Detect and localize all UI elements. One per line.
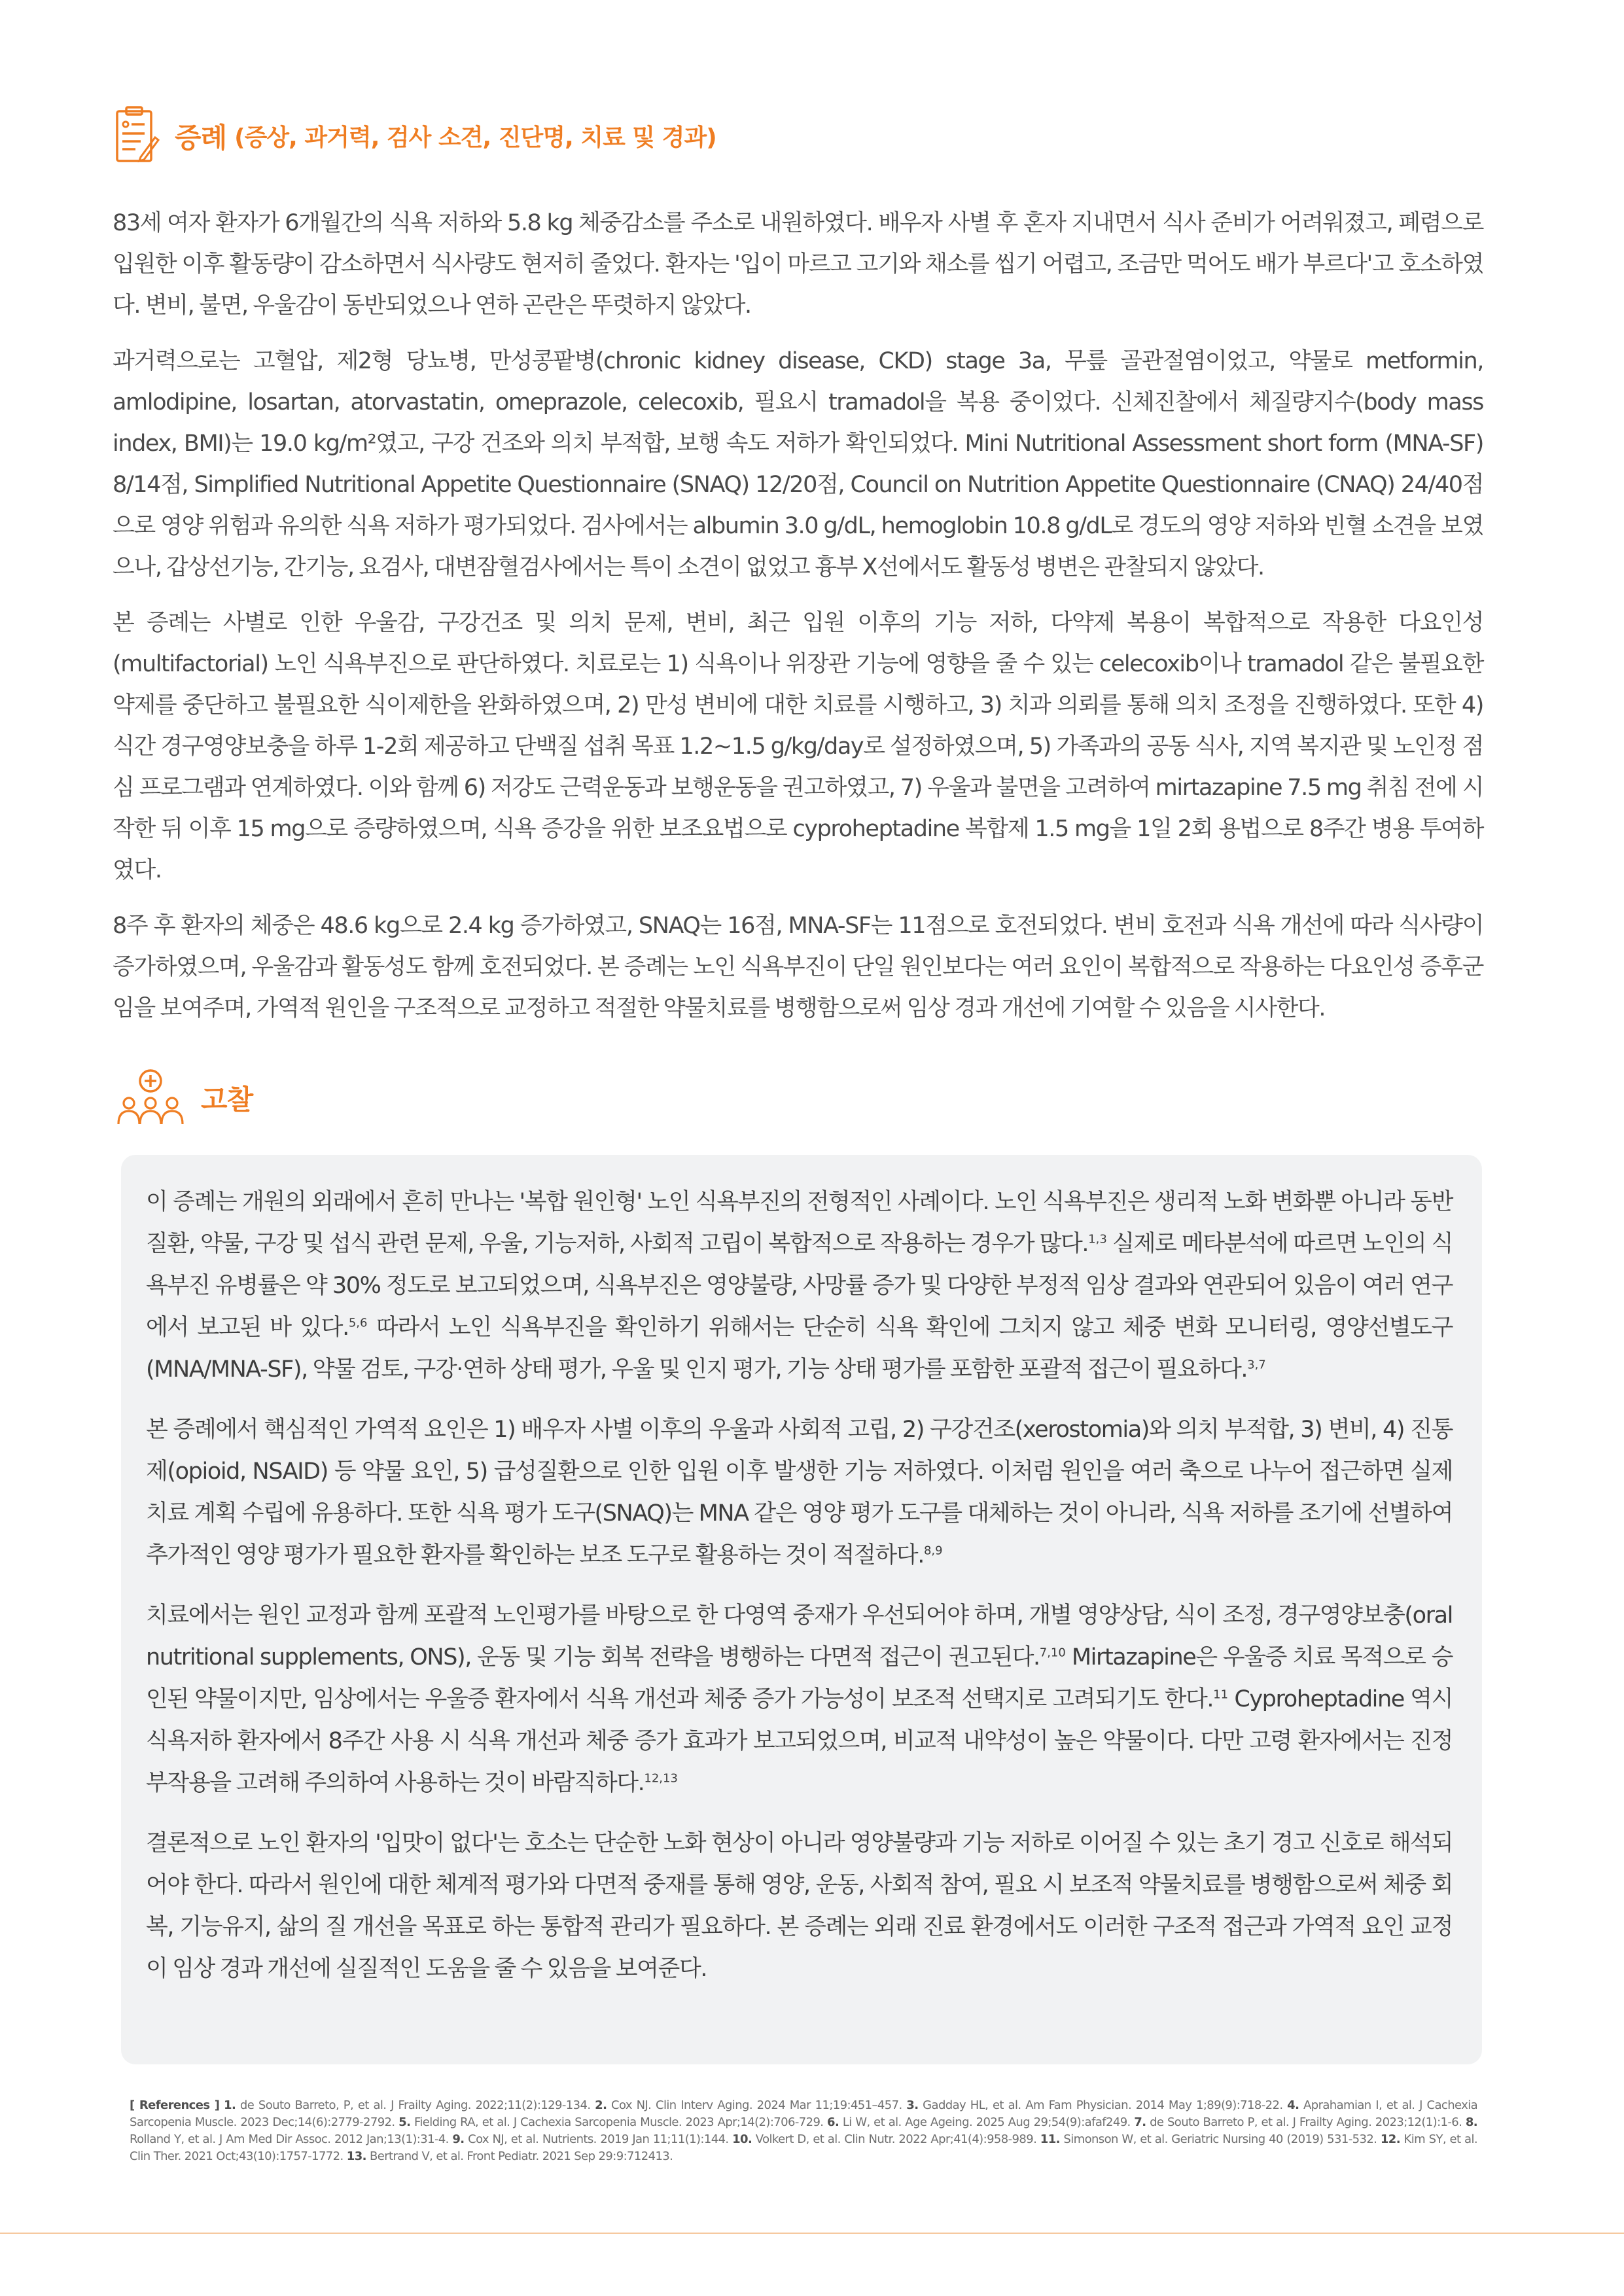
reference-text: Cox NJ. Clin Interv Aging. 2024 Mar 11;19:451–457. [611, 2098, 902, 2112]
discussion-title: 고찰 [201, 1083, 253, 1116]
discussion-text: 따라서 노인 식욕부진을 확인하기 위해서는 단순히 식욕 확인에 그치지 않고 체중 변화 모니터링, 영양선별도구(MNA/MNA-SF), 약물 검토, 구강·연하 상태 평가, 우울 및 인지 평가, 기능 상태 평가를 포함한 포괄적 접근이 필요하다. [146, 1315, 1453, 1383]
reference-number: 13. [346, 2149, 366, 2163]
citation: 1,3 [1088, 1232, 1107, 1246]
reference-number: 3. [906, 2098, 919, 2112]
reference-item [1036, 2132, 1377, 2146]
case-paragraph: 83세 여자 환자가 6개월간의 식욕 저하와 5.8 kg 체중감소를 주소로 내원하였다. 배우자 사별 후 혼자 지내면서 식사 준비가 어려워졌고, 폐렴으로 입원한 이후 활동량이 감소하면서 식사량도 현저히 줄었다. 환자는 '입이 마르고 고기와 채소를 씹기 어렵고, 조금만 먹어도 배가 부르다'고 호소하였다. 변비, 불면, 우울감이 동반되었으나 연하 곤란은 뚜렷하지 않았다. [113, 210, 1483, 319]
reference-item [449, 2132, 729, 2146]
citation: 3,7 [1247, 1358, 1266, 1372]
case-paragraph: 본 증례는 사별로 인한 우울감, 구강건조 및 의치 문제, 변비, 최근 입원 이후의 기능 저하, 다약제 복용이 복합적으로 작용한 다요인성(multifactorial) 노인 식욕부진으로 판단하였다. 치료로는 1) 식욕이나 위장관 기능에 영향을 줄 수 있는 celecoxib이나 tramadol 같은 불필요한 약제를 중단하고 불필요한 식이제한을 완화하였으며, 2) 만성 변비에 대한 치료를 시행하고, 3) 치과 의뢰를 통해 의치 조정을 진행하였다. 또한 4) 식간 경구영양보충을 하루 1-2회 제공하고 단백질 섭취 목표 1.2~1.5 g/kg/day로 설정하였으며, 5) 가족과의 공동 식사, 지역 복지관 및 노인정 점심 프로그램과 연계하였다. 이와 함께 6) 저강도 근력운동과 보행운동을 권고하였고, 7) 우울과 불면을 고려하여 mirtazapine 7.5 mg 취침 전에 시작한 뒤 이후 15 mg으로 증량하였으며, 식욕 증강을 위한 보조요법으로 cyproheptadine 복합제 1.5 mg을 1일 2회 용법으로 8주간 병용 투여하였다. [113, 610, 1483, 883]
reference-item [344, 2149, 673, 2163]
reference-number: 10. [732, 2132, 752, 2146]
reference-item [395, 2115, 824, 2129]
discussion-text: Cyproheptadine 역시 식욕저하 환자에서 8주간 사용 시 식욕 개선과 체중 증가 효과가 보고되었으며, 비교적 내약성이 높은 약물이다. 다만 고령 환자에서는 진정 부작용을 고려해 주의하여 사용하는 것이 바람직하다. [146, 1686, 1453, 1796]
reference-text: Fielding RA, et al. J Cachexia Sarcopenia Muscle. 2023 Apr;14(2):706-729. [414, 2115, 824, 2129]
reference-item [1131, 2115, 1462, 2129]
reference-text: de Souto Barreto, P, et al. J Frailty Aging. 2022;11(2):129-134. [239, 2098, 591, 2112]
reference-text: de Souto Barreto P, et al. J Frailty Aging. 2023;12(1):1-6. [1150, 2115, 1462, 2129]
case-paragraph: 8주 후 환자의 체중은 48.6 kg으로 2.4 kg 증가하였고, SNAQ는 16점, MNA-SF는 11점으로 호전되었다. 변비 호전과 식욕 개선에 따라 식사량이 증가하였으며, 우울감과 활동성도 함께 호전되었다. 본 증례는 노인 식욕부진이 단일 원인보다는 여러 요인이 복합적으로 작용하는 다요인성 증후군임을 보여주며, 가역적 원인을 구조적으로 교정하고 적절한 약물치료를 병행함으로써 임상 경과 개선에 기여할 수 있음을 시사한다. [113, 913, 1483, 1021]
reference-number: 11. [1040, 2132, 1060, 2146]
reference-text: Kim SY, et al. Clin Ther. 2021 Oct;43(10):1757-1772. [130, 2132, 1477, 2163]
reference-item [823, 2115, 1130, 2129]
citation: 5,6 [348, 1316, 368, 1330]
reference-text: Gadday HL, et al. Am Fam Physician. 2014 May 1;89(9):718-22. [923, 2098, 1283, 2112]
reference-number: 12. [1380, 2132, 1400, 2146]
reference-text: Aprahamian I, et al. J Cachexia Sarcopenia Muscle. 2023 Dec;14(6):2779-2792. [130, 2098, 1478, 2129]
reference-text: Li W, et al. Age Ageing. 2025 Aug 29;54(9):afaf249. [842, 2115, 1131, 2129]
reference-number: 4. [1287, 2098, 1299, 2112]
case-body [113, 203, 1483, 1044]
discussion-paragraph [146, 1409, 1453, 1576]
reference-number: 6. [827, 2115, 839, 2129]
reference-list [130, 2098, 1477, 2163]
reference-number: 1. [224, 2098, 236, 2112]
clipboard-document-icon [115, 105, 160, 167]
discussion-text: 본 증례에서 핵심적인 가역적 요인은 1) 배우자 사별 이후의 우울과 사회적 고립, 2) 구강건조(xerostomia)와 의치 부적합, 3) 변비, 4) 진통제(opioid, NSAID) 등 약물 요인, 5) 급성질환으로 인한 입원 이후 발생한 기능 저하였다. 이처럼 원인을 여러 축으로 나누어 접근하면 실제 치료 계획 수립에 유용하다. 또한 식욕 평가 도구(SNAQ)는 MNA 같은 영양 평가 도구를 대체하는 것이 아니라, 식욕 저하를 조기에 선별하여 추가적인 영양 평가가 필요한 환자를 확인하는 보조 도구로 활용하는 것이 적절하다. [146, 1417, 1453, 1568]
reference-item [590, 2098, 902, 2112]
case-paragraph: 과거력으로는 고혈압, 제2형 당뇨병, 만성콩팥병(chronic kidney disease, CKD) stage 3a, 무릎 골관절염이었고, 약물로 metformin, amlodipine, losartan, atorvastatin, omeprazole, celecoxib, 필요시 tramadol을 복용 중이었다. 신체진찰에서 체질량지수(body mass index, BMI)는 19.0 kg/m²였고, 구강 건조와 의치 부적합, 보행 속도 저하가 확인되었다. Mini Nutritional Assessment short form (MNA-SF) 8/14점, Simplified Nutritional Appetite Questionnaire (SNAQ) 12/20점, Council on Nutrition Appetite Questionnaire (CNAQ) 24/40점으로 영양 위험과 유의한 식욕 저하가 평가되었다. 검사에서는 albumin 3.0 g/dL, hemoglobin 10.8 g/dL로 경도의 영양 저하와 빈혈 소견을 보였으나, 갑상선기능, 간기능, 요검사, 대변잠혈검사에서는 특이 소견이 없었고 흉부 X선에서도 활동성 병변은 관찰되지 않았다. [113, 348, 1483, 580]
reference-text: Cox NJ, et al. Nutrients. 2019 Jan 11;11(1):144. [468, 2132, 729, 2146]
discussion-paragraph [146, 1822, 1453, 1990]
case-section-header [115, 105, 716, 167]
reference-number: 5. [398, 2115, 411, 2129]
reference-item [224, 2098, 590, 2112]
citation: 8,9 [923, 1544, 943, 1558]
reference-item [902, 2098, 1283, 2112]
citation: 12,13 [644, 1771, 678, 1786]
reference-number: 9. [452, 2132, 465, 2146]
discussion-text: 실제로 메타분석에 따르면 노인의 식욕부진 유병률은 약 30% 정도로 보고되었으며, 식욕부진은 영양불량, 사망률 증가 및 다양한 부정적 임상 결과와 연관되어 있음이 여러 연구에서 보고된 바 있다. [146, 1231, 1453, 1341]
discussion-text: 결론적으로 노인 환자의 '입맛이 없다'는 호소는 단순한 노화 현상이 아니라 영양불량과 기능 저하로 이어질 수 있는 초기 경고 신호로 해석되어야 한다. 따라서 원인에 대한 체계적 평가와 다면적 중재를 통해 영양, 운동, 사회적 참여, 필요 시 보조적 약물치료를 병행함으로써 체중 회복, 기능유지, 삶의 질 개선을 목표로 하는 통합적 관리가 필요하다. 본 증례는 외래 진료 환경에서도 이러한 구조적 접근과 가역적 요인 교정이 임상 경과 개선에 실질적인 도움을 줄 수 있음을 보여준다. [146, 1830, 1453, 1982]
discussion-text: Mirtazapine은 우울증 치료 목적으로 승인된 약물이지만, 임상에서는 우울증 환자에서 식욕 개선과 체중 증가 가능성이 보조적 선택지로 고려되기도 한다. [146, 1644, 1453, 1712]
discussion-text: 치료에서는 원인 교정과 함께 포괄적 노인평가를 바탕으로 한 다영역 중재가 우선되어야 하며, 개별 영양상담, 식이 조정, 경구영양보충(oral nutritional supplements, ONS), 운동 및 기능 회복 전략을 병행하는 다면적 접근이 권고된다. [146, 1602, 1453, 1670]
references [130, 2097, 1477, 2165]
discussion-paragraph [146, 1595, 1453, 1804]
references-label: [ References ] [130, 2098, 220, 2112]
citation: 11 [1213, 1687, 1229, 1702]
reference-text: Rolland Y, et al. J Am Med Dir Assoc. 2012 Jan;13(1):31-4. [130, 2132, 449, 2146]
reference-number: 8. [1465, 2115, 1478, 2129]
reference-number: 7. [1134, 2115, 1146, 2129]
reference-text: Bertrand V, et al. Front Pediatr. 2021 Sep 29:9:712413. [369, 2149, 673, 2163]
discussion-section-header [115, 1067, 253, 1129]
reference-item [729, 2132, 1037, 2146]
case-subtitle: (증상, 과거력, 검사 소견, 진단명, 치료 및 경과) [234, 124, 716, 151]
citation: 7,10 [1039, 1646, 1066, 1660]
doctor-group-icon [115, 1067, 186, 1129]
discussion-text: 이 증례는 개원의 외래에서 흔히 만나는 '복합 원인형' 노인 식욕부진의 전형적인 사례이다. 노인 식욕부진은 생리적 노화 변화뿐 아니라 동반질환, 약물, 구강 및 섭식 관련 문제, 우울, 기능저하, 사회적 고립이 복합적으로 작용하는 경우가 많다. [146, 1189, 1453, 1257]
case-title: 증례 [175, 121, 227, 154]
reference-text: Volkert D, et al. Clin Nutr. 2022 Apr;41(4):958-989. [755, 2132, 1037, 2146]
footer-divider [0, 2233, 1624, 2234]
discussion-paragraph [146, 1181, 1453, 1390]
reference-text: Simonson W, et al. Geriatric Nursing 40 (2019) 531-532. [1063, 2132, 1377, 2146]
discussion-box [121, 1155, 1482, 2064]
reference-number: 2. [595, 2098, 607, 2112]
